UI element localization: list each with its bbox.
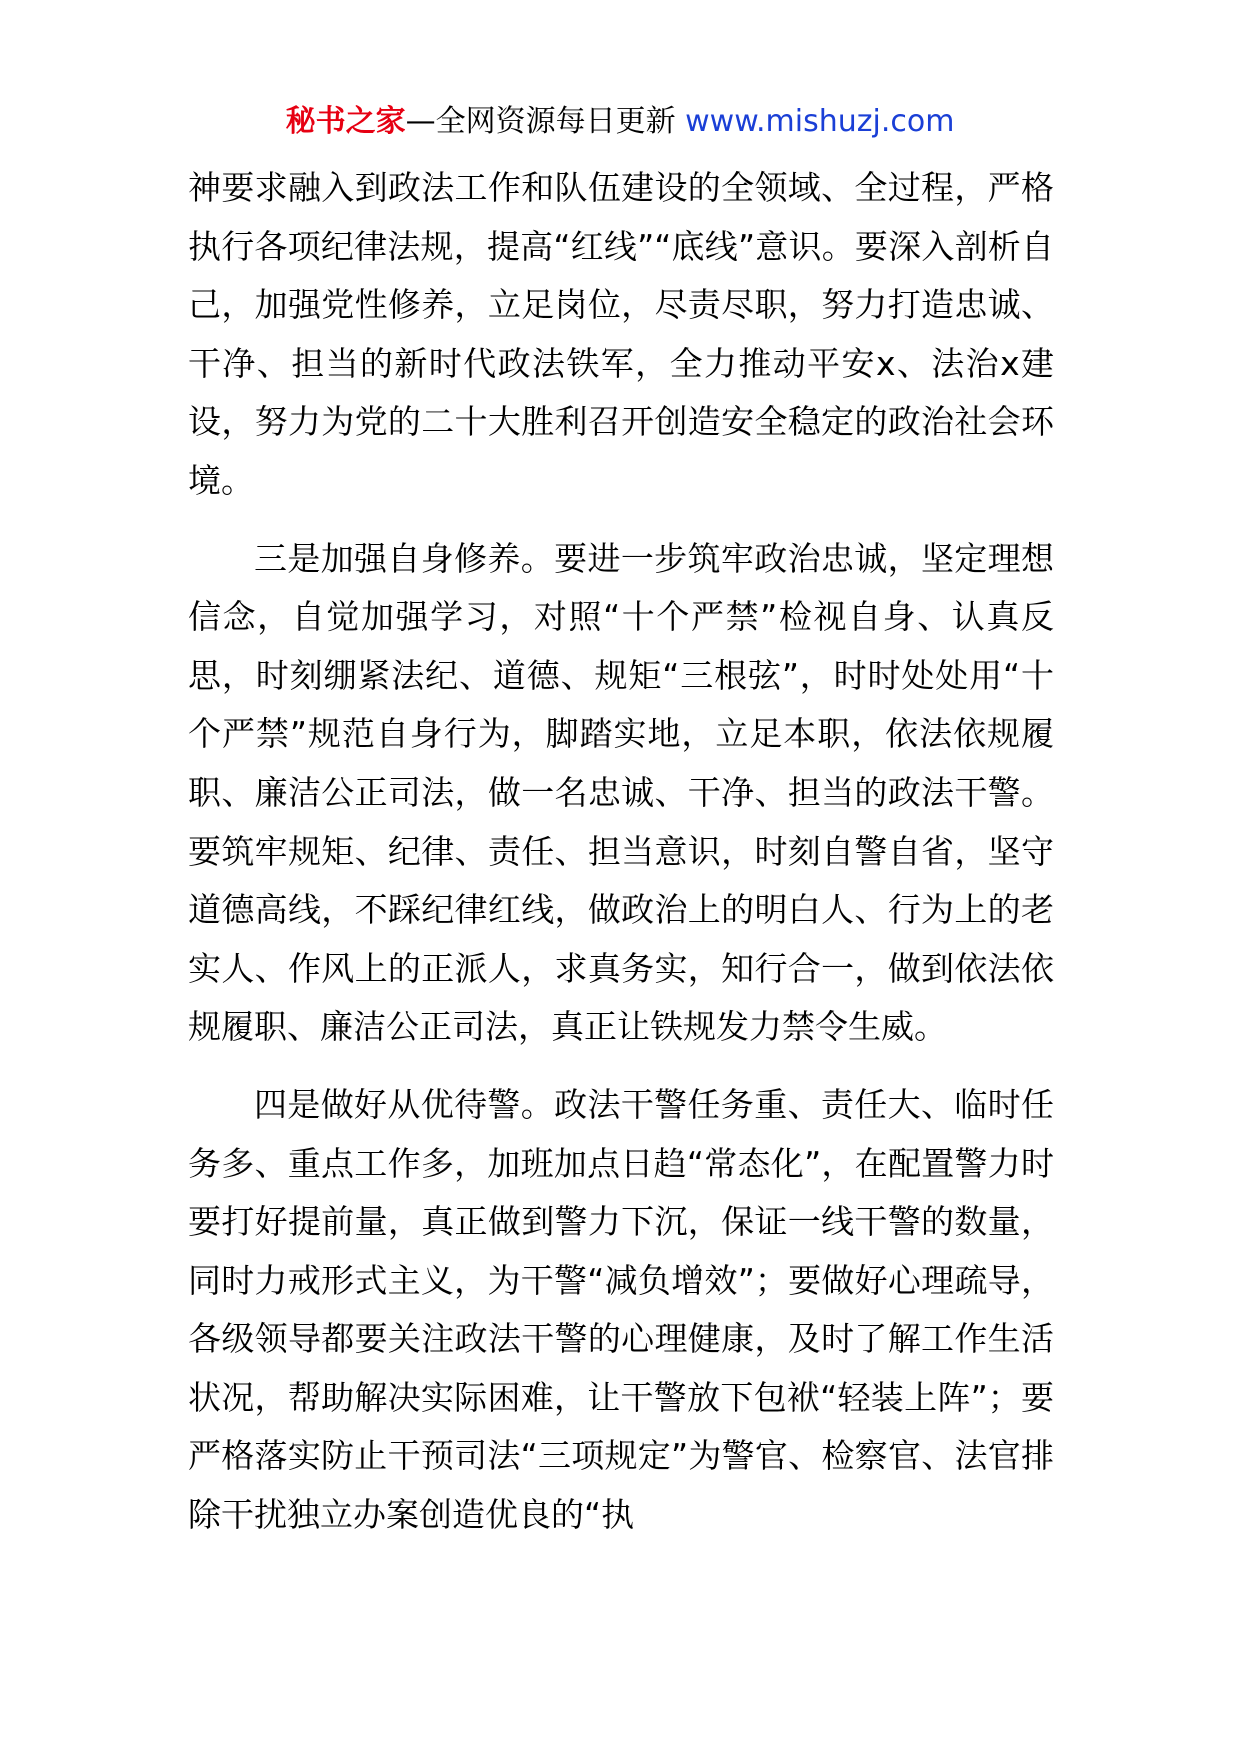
- brand-name: 秘书之家: [285, 104, 406, 139]
- site-url-link[interactable]: www.mishuzj.com: [685, 104, 955, 139]
- paragraph-police-welfare: 四是做好从优待警。政法干警任务重、责任大、临时任务多、重点工作多，加班加点日趋“常态化”，在配置警力时要打好提前量，真正做到警力下沉，保证一线干警的数量，同时力戒形式主义，为干警“减负增效”；要做好心理疏导，各级领导都要关注政法干警的心理健康，及时了解工作生活状况，帮助解决实际困难，让干警放下包袱“轻装上阵”；要严格落实防止干预司法“三项规定”为警官、检察官、法官排除干扰独立办案创造优良的“执: [188, 1084, 1054, 1535]
- document-body: [188, 159, 1054, 1564]
- watermark-header: [0, 100, 1240, 144]
- paragraph-continuation: 神要求融入到政法工作和队伍建设的全领域、全过程，严格执行各项纪律法规，提高“红线”“底线”意识。要深入剖析自己，加强党性修养，立足岗位，尽责尽职，努力打造忠诚、干净、担当的新时代政法铁军，全力推动平安x、法治x建设，努力为党的二十大胜利召开创造安全稳定的政治社会环境。: [188, 168, 1054, 500]
- header-tagline: —全网资源每日更新: [405, 104, 676, 139]
- paragraph-self-cultivation: 三是加强自身修养。要进一步筑牢政治忠诚，坚定理想信念，自觉加强学习，对照“十个严禁”检视自身、认真反思，时刻绷紧法纪、道德、规矩“三根弦”，时时处处用“十个严禁”规范自身行为，脚踏实地，立足本职，依法依规履职、廉洁公正司法，做一名忠诚、干净、担当的政法干警。要筑牢规矩、纪律、责任、担当意识，时刻自警自省，坚守道德高线，不踩纪律红线，做政治上的明白人、行为上的老实人、作风上的正派人，求真务实，知行合一，做到依法依规履职、廉洁公正司法，真正让铁规发力禁令生威。: [188, 538, 1054, 1047]
